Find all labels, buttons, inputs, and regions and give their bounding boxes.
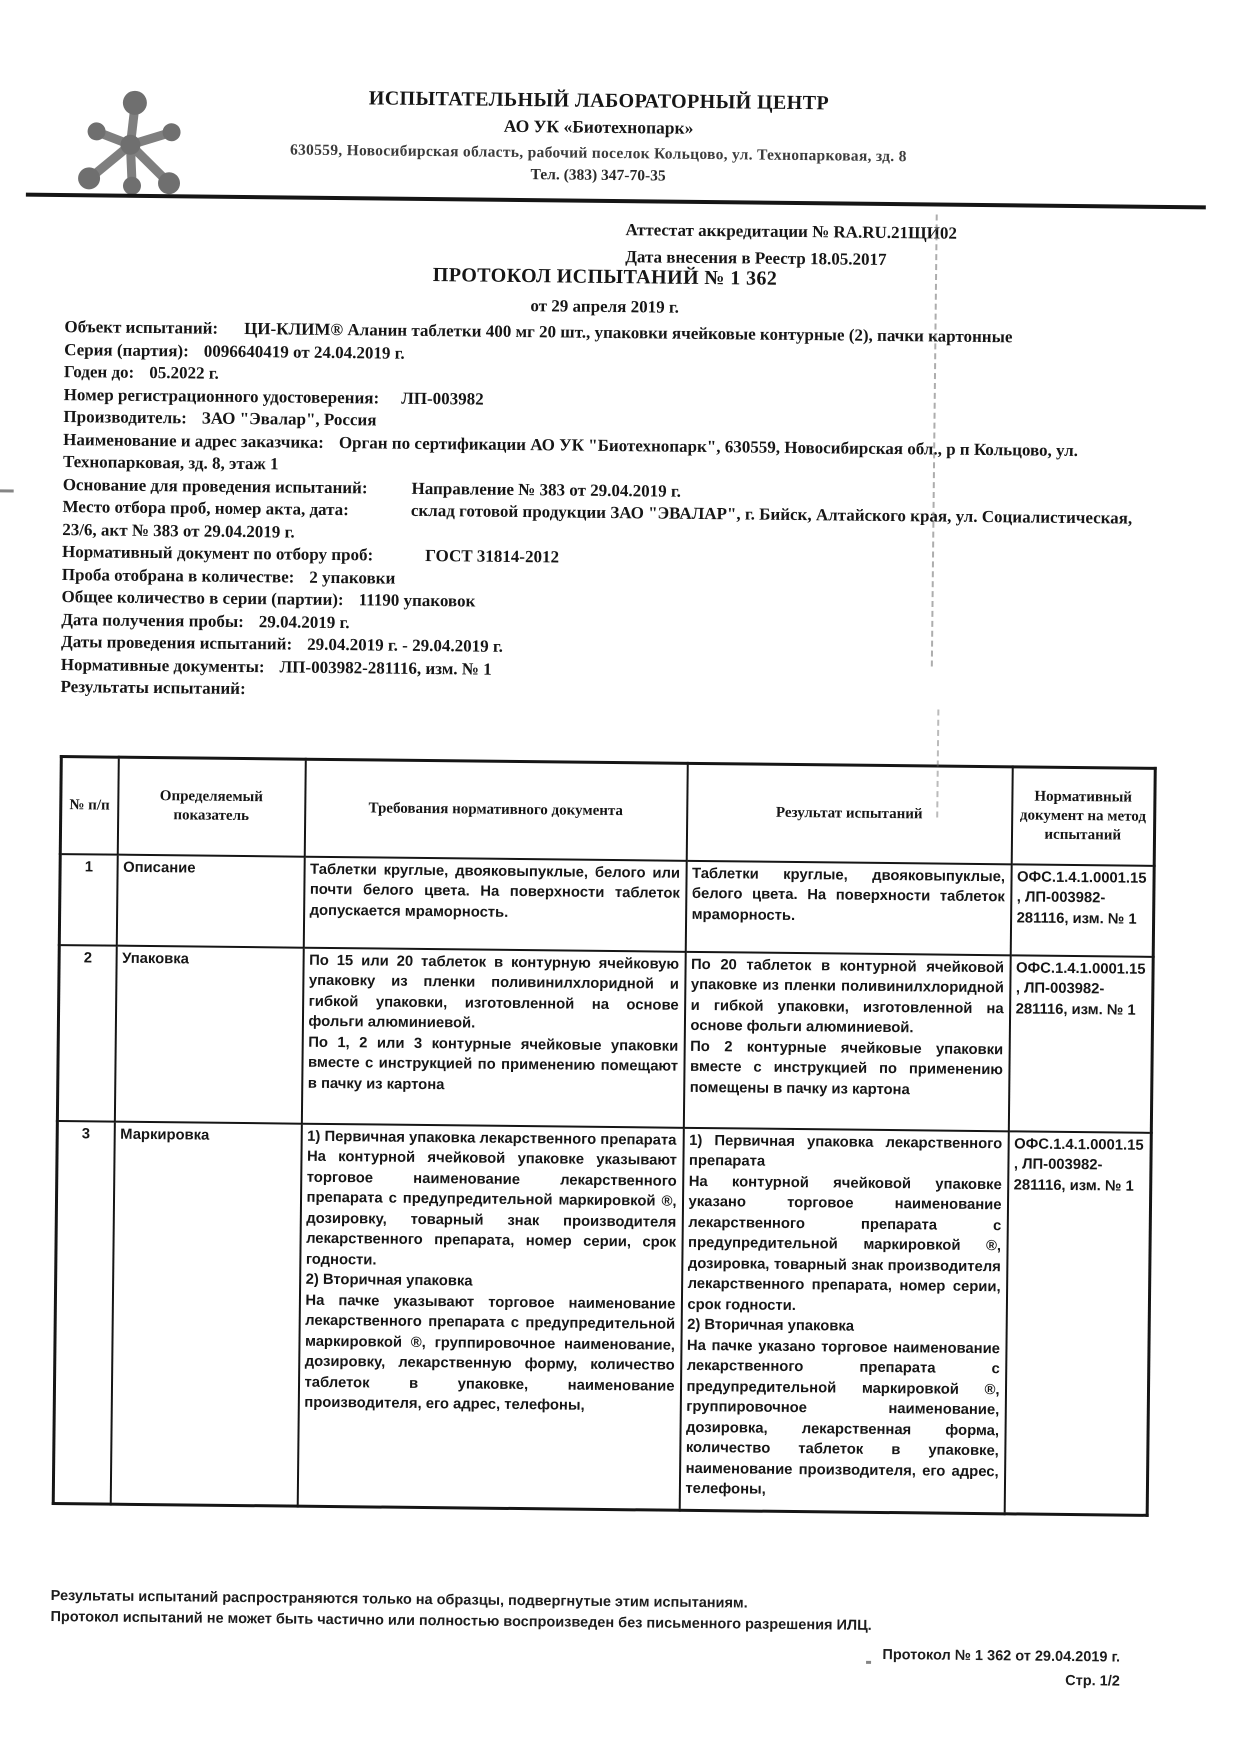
field-label: Наименование и адрес заказчика: (63, 429, 325, 452)
field-value: ЗАО "Эвалар", Россия (201, 408, 377, 430)
accreditation-number: Аттестат аккредитации № RA.RU.21ЩИ02 (625, 220, 958, 243)
cell-method-doc: ОФС.1.4.1.0001.15, ЛП-003982-281116, изм. № 1 (1010, 864, 1154, 957)
footer-note-reproduction: Протокол испытаний не может быть частично или полностью воспроизведен без письменного разрешения ИЛЦ. (50, 1608, 872, 1634)
cell-num: 1 (59, 854, 117, 946)
field-label: Серия (партия): (64, 339, 189, 360)
field-value: ЛП-003982-281116, изм. № 1 (279, 656, 492, 679)
footer-note-scope: Результаты испытаний распространяются только на образцы, подвергнутые этим испытаниям. (50, 1587, 748, 1612)
field-label: Нормативный документ по отбору проб: (61, 542, 374, 565)
field-value: Направление № 383 от 29.04.2019 г. (411, 478, 682, 501)
cell-requirement: Таблетки круглые, двояковыпуклые, белого или почти белого цвета. На поверхности таблеток допускается мраморность. (303, 856, 686, 951)
cell-indicator: Маркировка (110, 1121, 301, 1506)
cell-requirement: По 15 или 20 таблеток в контурную ячейковую упаковку из пленки поливинилхлоридной и гибкой упаковки, изготовленной на основе фольги алюминиевой. По 1, 2 или 3 контурные ячейковые упаковки вместе с инструкцией по применению помещают в пачку из картона (301, 947, 685, 1127)
cell-num: 3 (53, 1121, 114, 1505)
field-value: 0096640419 от 24.04.2019 г. (203, 341, 405, 363)
registry-date: Дата внесения в Реестр 18.05.2017 (625, 247, 887, 269)
column-header-indicator: Определяемый показатель (117, 757, 305, 856)
column-header-method-doc: Нормативный документ на метод испытаний (1011, 767, 1155, 866)
cell-result: По 20 таблеток в контурной ячейковой упаковке из пленки поливинилхлоридной и гибкой упаковки, изготовленной на основе фольги алюминиевой. По 2 контурные ячейковые упаковки вместе с инструкцией по применению помещены в пачку из картона (683, 951, 1010, 1131)
field-value: 2 упаковки (309, 567, 396, 588)
scan-speck (866, 1661, 871, 1664)
cell-indicator: Упаковка (114, 945, 303, 1123)
field-label: Основание для проведения испытаний: (62, 474, 368, 497)
field-label: Годен до: (63, 362, 135, 382)
field-value: ЛП-003982 (401, 388, 484, 409)
letterhead (208, 86, 989, 189)
molecule-logo-icon (70, 82, 191, 197)
field-label: Производитель: (63, 407, 187, 428)
cell-indicator: Описание (116, 854, 304, 947)
field-label: Номер регистрационного удостоверения: (63, 384, 380, 407)
field-label: Результаты испытаний: (60, 677, 246, 699)
field-value: Орган по сертификации АО УК "Биотехнопарк", 630559, Новосибирская обл., р п Кольцово, ул. Технопарковая, зд. 8, этаж 1 (62, 432, 1079, 474)
field-value: 11190 упаковок (358, 590, 476, 611)
table-row (53, 1121, 1151, 1516)
field-label: Дата получения пробы: (61, 609, 244, 631)
column-header-result: Результат испытаний (686, 763, 1012, 864)
cell-result: Таблетки круглые, двояковыпуклые, белого цвета. На поверхности таблеток мраморность. (685, 860, 1011, 955)
field-label: Общее количество в серии (партии): (61, 587, 344, 610)
footer-protocol-ref: Протокол № 1 362 от 29.04.2019 г. (882, 1646, 1121, 1666)
table-row (57, 945, 1153, 1133)
cell-num: 2 (57, 945, 116, 1122)
protocol-date: от 29 апреля 2019 г. (530, 296, 680, 317)
field-label: Место отбора проб, номер акта, дата: (62, 497, 349, 520)
cell-method-doc: ОФС.1.4.1.0001.15, ЛП-003982-281116, изм. № 1 (1004, 1131, 1151, 1516)
cell-method-doc: ОФС.1.4.1.0001.15, ЛП-003982-281116, изм. № 1 (1008, 955, 1153, 1133)
org-name: ИСПЫТАТЕЛЬНЫЙ ЛАБОРАТОРНЫЙ ЦЕНТР (368, 87, 830, 115)
field-value: 29.04.2019 г. (258, 611, 350, 632)
field-value: ГОСТ 31814-2012 (425, 545, 560, 567)
org-company: АО УК «Биотехнопарк» (503, 115, 694, 138)
protocol-fields (60, 316, 1164, 710)
header-divider (26, 193, 1206, 210)
table-header-row (60, 757, 1155, 866)
footer-notes (50, 1586, 1150, 1640)
field-value: 29.04.2019 г. - 29.04.2019 г. (307, 634, 504, 656)
org-phone: Тел. (383) 347-70-35 (530, 166, 666, 185)
results-table (52, 755, 1157, 1517)
footer-protocol-ref-block (50, 1634, 1120, 1694)
accreditation-block (625, 216, 957, 274)
column-header-num: № п/п (60, 757, 118, 855)
field-label: Нормативные документы: (60, 654, 265, 676)
protocol-title: ПРОТОКОЛ ИСПЫТАНИЙ № 1 362 (432, 264, 778, 290)
org-address: 630559, Новосибирская область, рабочий поселок Кольцово, ул. Технопарковая, зд. 8 (289, 141, 907, 166)
cell-requirement: 1) Первичная упаковка лекарственного препарата На контурной ячейковой упаковке указывают торговое наименование лекарственного препарата с предупредительной маркировкой ®, дозировку, товарный знак производителя лекарственного препарата, номер серии, срок годности. 2) Вторичная упаковка На пачке указывают торговое наименование лекарственного препарата с предупредительной маркировкой ®, группировочное наименование, дозировку, лекарственную форму, количество таблеток в упаковке, наименование производителя, его адрес, телефоны, (297, 1123, 683, 1510)
field-label: Даты проведения испытаний: (60, 632, 293, 654)
field-value: ЦИ-КЛИМ® Аланин таблетки 400 мг 20 шт., упаковки ячейковые контурные (2), пачки картонные (244, 319, 1013, 347)
scan-margin-mark (0, 489, 14, 492)
field-value: 05.2022 г. (149, 362, 219, 383)
cell-result: 1) Первичная упаковка лекарственного препарата На контурной ячейковой упаковке указано торговое наименование лекарственного препарата с предупредительной маркировкой ®, дозировка, товарный знак производителя лекарственного препарата, номер серии, срок годности. 2) Вторичная упаковка На пачке указано торговое наименование лекарственного препарата с предупредительной маркировкой ®, группировочное наименование, дозировка, лекарственная форма, количество таблеток в упаковке, наименование производителя, его адрес, телефоны, (679, 1127, 1008, 1513)
field-label: Объект испытаний: (64, 317, 219, 338)
field-label: Проба отобрана в количестве: (61, 564, 295, 587)
table-row (59, 854, 1154, 957)
column-header-requirement: Требования нормативного документа (304, 759, 687, 860)
field-value: склад готовой продукции ЗАО "ЭВАЛАР", г. Бийск, Алтайского края, ул. Социалистическая, 23/6, акт № 383 от 29.04.2019 г. (62, 500, 1133, 542)
footer-page-number: Стр. 1/2 (1065, 1672, 1120, 1690)
